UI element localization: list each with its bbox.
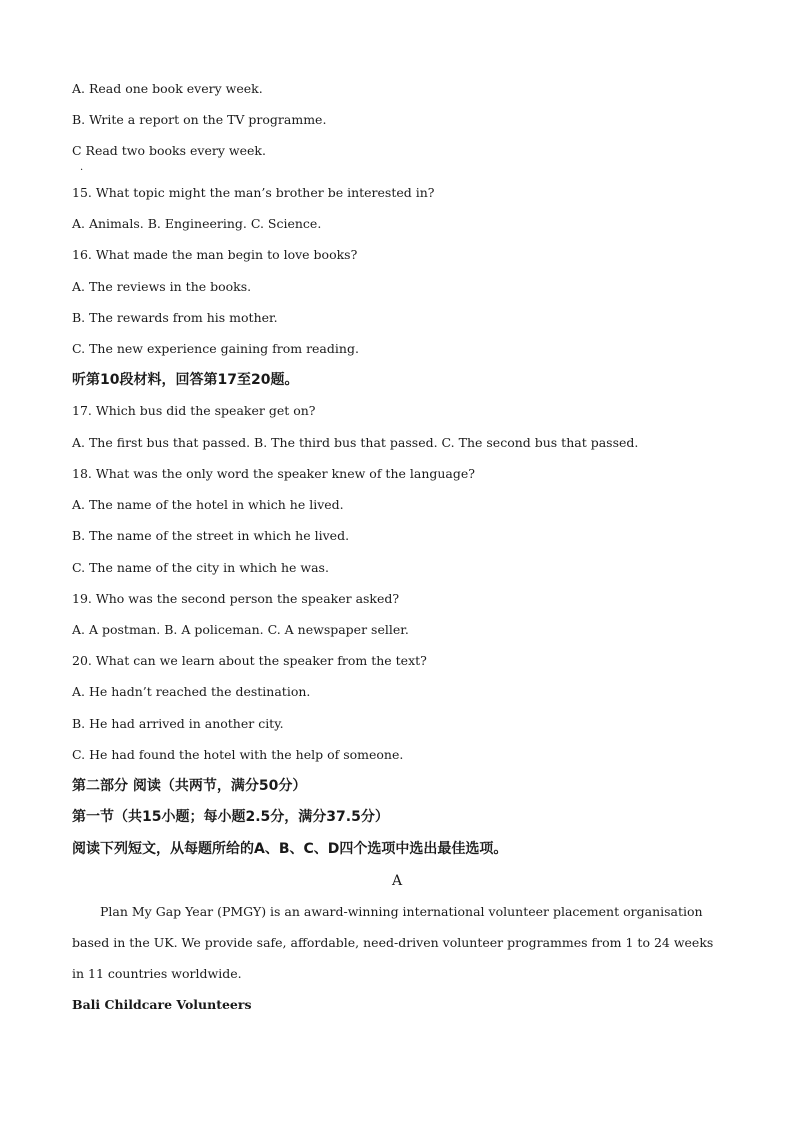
question-17: 17. Which bus did the speaker get on? (72, 403, 316, 418)
options-19: A. A postman. B. A policeman. C. A newspaper seller. (72, 622, 409, 637)
question-20: 20. What can we learn about the speaker from the text? (72, 653, 427, 668)
options-17: A. The first bus that passed. B. The third bus that passed. C. The second bus that passed. (72, 435, 639, 450)
option-16a: A. The reviews in the books. (72, 279, 252, 294)
question-18: 18. What was the only word the speaker knew of the language? (72, 466, 475, 481)
passage-line-3: in 11 countries worldwide. (72, 966, 242, 981)
option-20c: C. He had found the hotel with the help of someone. (72, 747, 404, 762)
question-16: 16. What made the man begin to love books? (72, 247, 358, 262)
question-15: 15. What topic might the man’s brother be interested in? (72, 185, 435, 200)
options-15: A. Animals. B. Engineering. C. Science. (72, 216, 322, 231)
option-18c: C. The name of the city in which he was. (72, 560, 329, 575)
subheading-bali-childcare: Bali Childcare Volunteers (72, 997, 252, 1012)
option-16c: C. The new experience gaining from reading. (72, 341, 359, 356)
reading-instruction: 阅读下列短文，从每题所给的A、B、C、D四个选项中选出最佳选项。 (72, 841, 508, 857)
passage-line-1: Plan My Gap Year (PMGY) is an award-winning international volunteer placement organisation (100, 904, 703, 919)
option-16b: B. The rewards from his mother. (72, 310, 278, 325)
option-14b: B. Write a report on the TV programme. (72, 112, 327, 127)
option-14a: A. Read one book every week. (72, 81, 263, 96)
question-19: 19. Who was the second person the speaker asked? (72, 591, 400, 606)
option-20a: A. He hadn’t reached the destination. (72, 684, 311, 699)
option-18a: A. The name of the hotel in which he lived. (72, 497, 344, 512)
stray-mark: . (80, 162, 84, 173)
passage-line-2: based in the UK. We provide safe, affordable, need-driven volunteer programmes from 1 to 24 weeks (72, 935, 714, 950)
option-20b: B. He had arrived in another city. (72, 716, 284, 731)
passage-label: A (391, 873, 403, 889)
part-two-heading: 第二部分 阅读（共两节，满分50分） (72, 778, 307, 794)
option-14c: C Read two books every week. (72, 143, 266, 158)
section-instruction-17-20: 听第10段材料，回答第17至20题。 (72, 372, 299, 388)
section-one-heading: 第一节（共15小题；每小题2.5分，满分37.5分） (72, 809, 389, 825)
option-18b: B. The name of the street in which he lived. (72, 528, 350, 543)
